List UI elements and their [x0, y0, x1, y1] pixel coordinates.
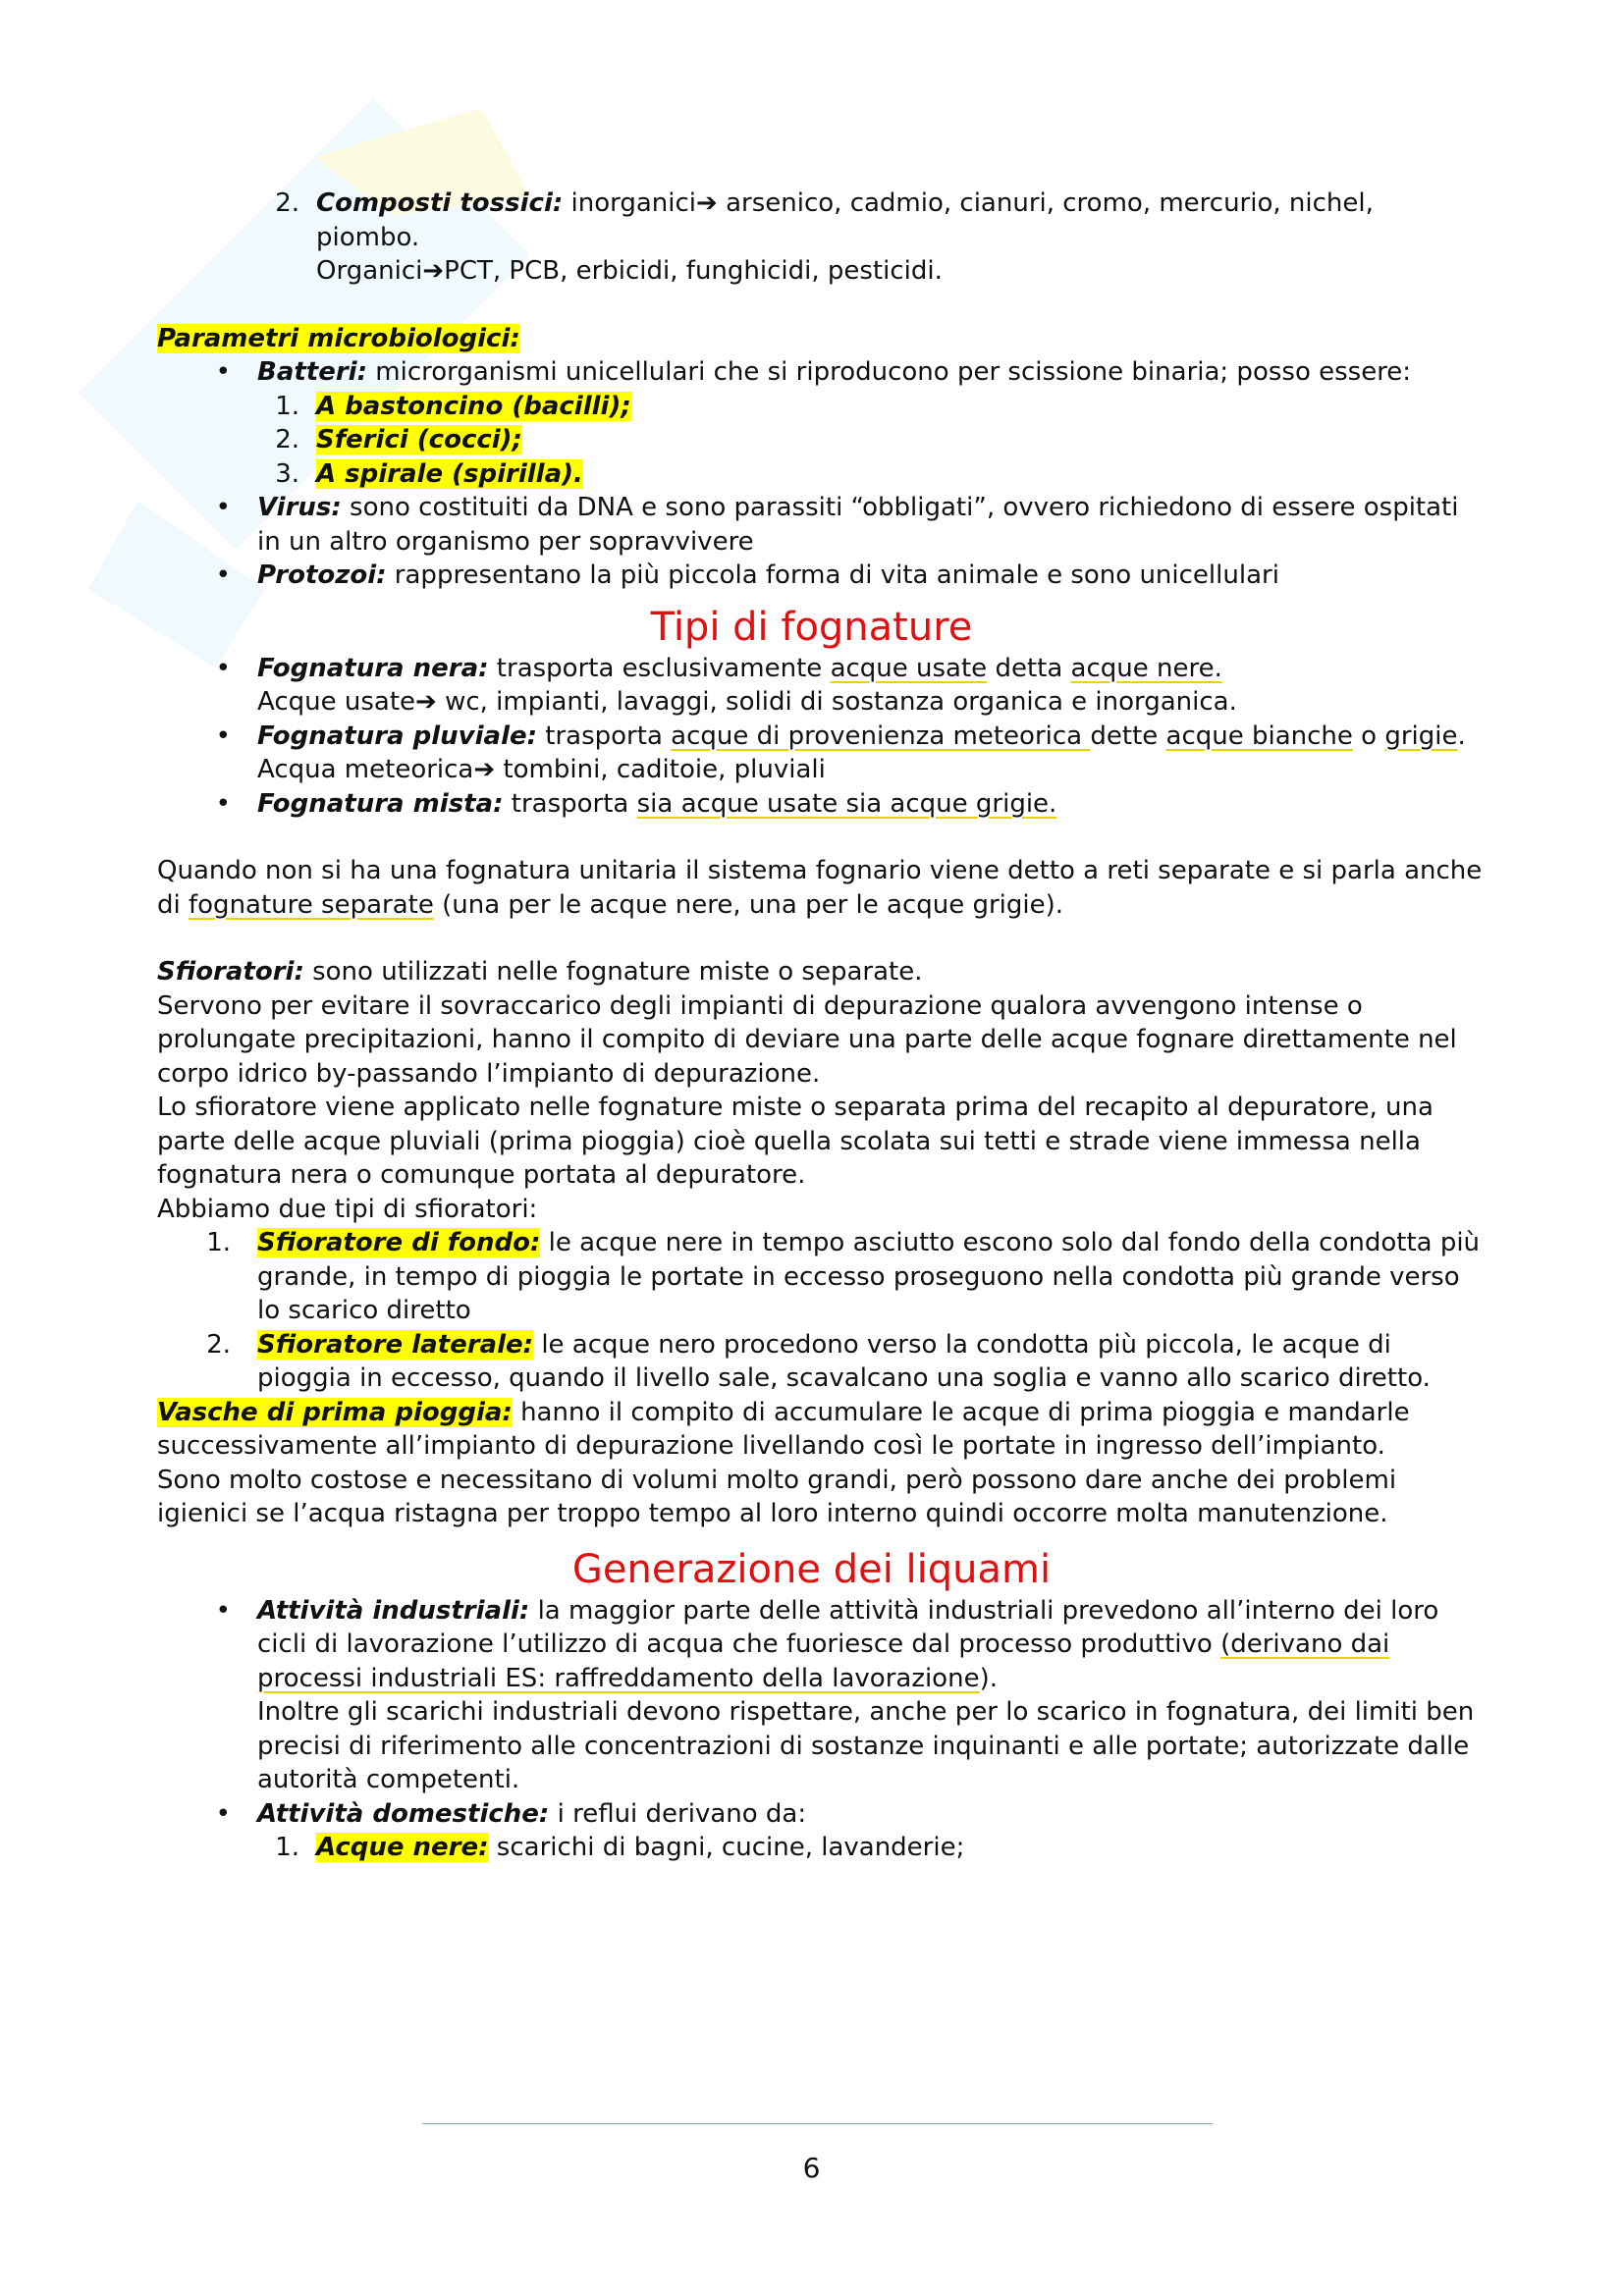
paragraph: Lo sfioratore viene applicato nelle fognature miste o separata prima del recapito al depuratore, una parte delle acque pluviali (prima pioggia) cioè quella scolata sui tetti e strade viene immessa nella fognatura nera o comunque portata al depuratore. [157, 1093, 1434, 1190]
arrow-icon: ➔ [415, 687, 437, 717]
footer-divider [422, 2123, 1213, 2124]
list-item: 3. A spirale (spirilla). [275, 458, 583, 489]
list-item: • Virus: sono costituiti da DNA e sono parassiti “obbligati”, ovvero richiedono di essere ospitati in un altro organismo per sopravvivere [157, 491, 1483, 559]
bullet-icon: • [215, 493, 231, 522]
list-item: • Fognatura pluviale: trasporta acque di provenienza meteorica dette acque bianche o grigie. Acqua meteorica➔ tombini, caditoie, pluviali [157, 720, 1483, 787]
list-item: • Protozoi: rappresentano la più piccola forma di vita animale e sono unicellulari [157, 559, 1483, 593]
bullet-icon: • [215, 653, 231, 683]
paragraph: Quando non si ha una fognatura unitaria il sistema fognario viene detto a reti separate e si parla anche di fognature separate (una per le acque nere, una per le acque grigie). [157, 856, 1483, 920]
bullet-icon: • [215, 788, 231, 819]
paragraph: Vasche di prima pioggia: hanno il compito di accumulare le acque di prima pioggia e mandarle successivamente all’impianto di depurazione livellando così le portate in ingresso dell’impianto. [157, 1397, 1410, 1461]
list-item: 1. Acque nere: scarichi di bagni, cucine, lavanderie; [275, 1833, 965, 1862]
arrow-icon: ➔ [473, 755, 496, 784]
arrow-icon: ➔ [696, 188, 718, 218]
list-item: 2. Sfioratore laterale: le acque nero procedono verso la condotta più piccola, le acque di pioggia in eccesso, quando il livello sale, scavalcano una soglia e vanno allo scarico diretto. [206, 1329, 1431, 1393]
section-label: Parametri microbiologici: [157, 323, 520, 353]
section-heading: Tipi di fognature [650, 604, 973, 650]
document-body [157, 187, 1483, 1865]
paragraph: Servono per evitare il sovraccarico degli impianti di depurazione qualora avvengono intense o prolungate precipitazioni, hanno il compito di deviare una parte delle acque fognare direttamente nel corpo idrico by-passando l’impianto di depurazione. [157, 990, 1457, 1089]
list-item: • Attività industriali: la maggior parte delle attività industriali prevedono all’interno dei loro cicli di lavorazione l’utilizzo di acqua che fuoriesce dal processo produttivo (derivano dai processi industriali ES: raffreddamento della lavorazione). Inoltre gli scarichi industriali devono rispettare, anche per lo scarico in fognatura, dei limiti ben precisi di riferimento alle concentrazioni di sostanze inquinanti e alle portate; autorizzate dalle autorità competenti. [157, 1594, 1483, 1797]
page-number: 6 [802, 2152, 821, 2184]
list-item: 2. Sferici (cocci); [275, 425, 522, 454]
list-item: • Attività domestiche: i reflui derivano da: [157, 1797, 1483, 1832]
list-item: • Fognatura nera: trasporta esclusivamente acque usate detta acque nere. Acque usate➔ wc, impianti, lavaggi, solidi di sostanza organica e inorganica. [157, 652, 1483, 720]
arrow-icon: ➔ [422, 256, 445, 286]
list-item: 1. Sfioratore di fondo: le acque nere in tempo asciutto escono solo dal fondo della condotta più grande, in tempo di pioggia le portate in eccesso proseguono nella condotta più grande verso lo scarico diretto [206, 1228, 1481, 1325]
list-item: 2. Composti tossici: inorganici➔ arsenico, cadmio, cianuri, cromo, mercurio, nichel, piombo. Organici➔PCT, PCB, erbicidi, funghicidi, pesticidi. [275, 188, 1374, 286]
paragraph: Sfioratori: sono utilizzati nelle fognature miste o separate. [157, 957, 923, 987]
bullet-icon: • [215, 357, 231, 387]
bullet-icon: • [215, 1595, 231, 1626]
section-heading: Generazione dei liquami [571, 1546, 1052, 1592]
list-item: • Batteri: microrganismi unicellulari che si riproducono per scissione binaria; posso essere: [157, 355, 1483, 390]
paragraph: Sono molto costose e necessitano di volumi molto grandi, però possono dare anche dei problemi igienici se l’acqua ristagna per troppo tempo al loro interno quindi occorre molta manutenzione. [157, 1465, 1397, 1528]
paragraph: Abbiamo due tipi di sfioratori: [157, 1194, 538, 1224]
bullet-icon: • [215, 721, 231, 751]
list-item: 1. A bastoncino (bacilli); [275, 391, 631, 421]
bullet-icon: • [215, 1798, 231, 1829]
list-item: • Fognatura mista: trasporta sia acque usate sia acque grigie. [157, 787, 1483, 822]
bullet-icon: • [215, 561, 231, 590]
